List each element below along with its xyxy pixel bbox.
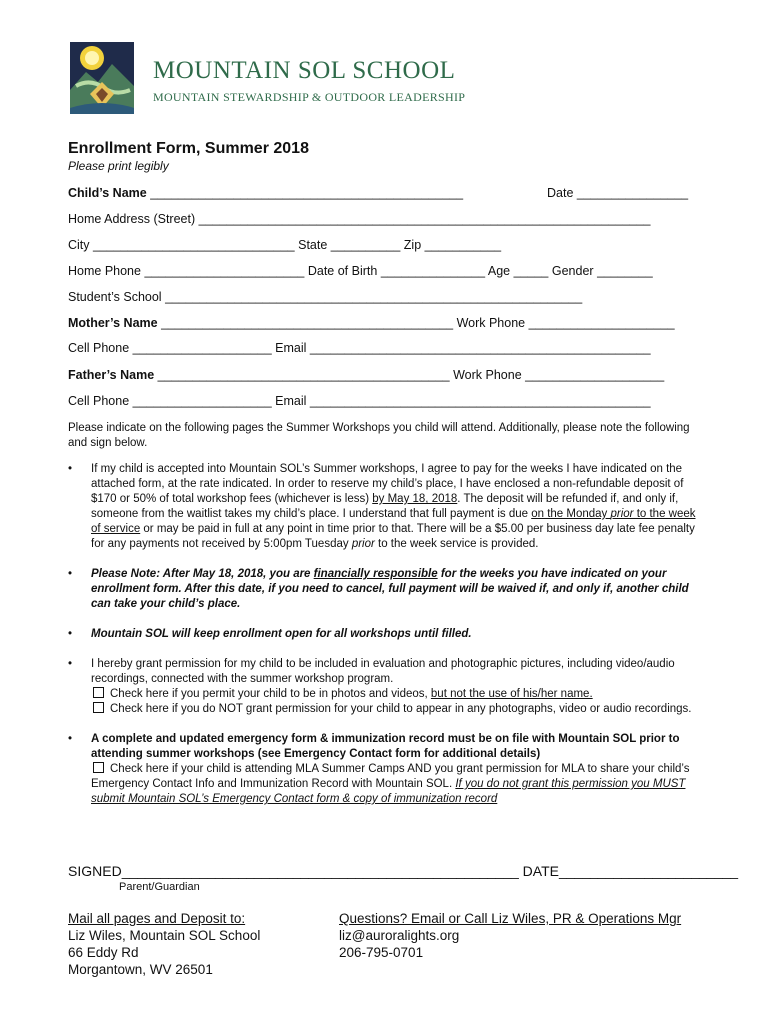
state-field[interactable]: __________ [330,238,401,252]
mla-share-note: If you do not grant this permission you MUST submit Mountain SOL’s Emergency Contact form & copy of immunization record [91,778,686,805]
bullet-icon: • [68,733,73,745]
school-row [68,290,582,304]
childs-name-field[interactable]: _____________________________________________ [150,186,464,200]
mail-line: Liz Wiles, Mountain SOL School [68,928,261,943]
term-text: to the week service is provided. [374,538,539,550]
signature-field[interactable]: ___________________________________________________ [121,863,519,879]
home-address-field[interactable]: _________________________________________________________________ [198,212,651,226]
state-label: State [298,238,328,252]
contact-phone: 206-795-0701 [339,945,424,960]
fathers-name-field[interactable]: __________________________________________ [157,368,450,382]
dob-field[interactable]: _______________ [380,264,486,278]
mountain-sol-logo-icon [70,42,134,114]
mothers-name-row [68,316,675,330]
father-email-field[interactable]: _________________________________________________ [309,394,651,408]
father-cell-row [68,394,651,408]
term-text: If my child is accepted into Mountain SOL’s Summer workshops, I agree to pay for the weeks I have indicated on the attached form, at the rate indicated. In order to reserve my child’s place, I have enclosed a non-refundable deposit of $170 or 50% of total workshop fees (whichever is less) [91,463,684,505]
mail-block [68,910,260,978]
bullet-icon: • [68,463,73,475]
terms-list [68,462,704,822]
form-subtitle: Please print legibly [68,159,169,173]
photo-deny-checkbox[interactable] [93,702,104,713]
mother-work-phone-field[interactable]: _____________________ [528,316,675,330]
gender-field[interactable]: ________ [597,264,653,278]
mother-cell-row [68,341,651,355]
home-phone-row [68,264,653,278]
fathers-name-row [68,368,664,382]
fathers-name-label: Father’s Name [68,368,155,382]
mothers-name-label: Mother’s Name [68,316,158,330]
zip-label: Zip [403,238,422,252]
brand-name: MOUNTAIN SOL SCHOOL [153,57,456,84]
parent-guardian-label: Parent/Guardian [119,881,200,893]
term-prior: prior [351,538,375,550]
questions-heading: Questions? Email or Call Liz Wiles, PR & Operations Mgr [339,911,682,926]
father-work-phone-field[interactable]: ____________________ [525,368,665,382]
home-phone-label: Home Phone [68,264,141,278]
mail-line: Morgantown, WV 26501 [68,962,213,977]
contact-email[interactable]: liz@auroralights.org [339,928,460,943]
term-due-prior: prior [610,508,634,520]
term-due: to the week of service [91,508,696,535]
form-title: Enrollment Form, Summer 2018 [68,140,309,157]
term-text: or may be paid in full at any point in time prior to that. There will be a $5.00 per business day late fee penalty for any payments not received by 5:00pm Tuesday [91,523,695,550]
sign-date-field[interactable]: _______________________ [558,863,739,879]
mother-email-field[interactable]: _________________________________________________ [309,341,651,355]
age-field[interactable]: _____ [513,264,549,278]
term-text: for the weeks you have indicated on your enrollment form. After this date, if you need to cancel, full payment will be waived if, and only if, another child can take your child’s place. [91,568,689,610]
photo-permit-checkbox[interactable] [93,687,104,698]
contact-block [339,910,681,961]
term-responsible: financially responsible [313,568,438,580]
father-email-label: Email [275,394,307,408]
term-enrollment [68,627,704,642]
home-phone-field[interactable]: _______________________ [144,264,305,278]
term-financial [68,567,704,612]
term-deadline: by May 18, 2018 [372,493,458,505]
age-label: Age [487,264,511,278]
mothers-name-field[interactable]: __________________________________________ [161,316,454,330]
bullet-icon: • [68,658,73,670]
photo-permit-label: Check here if you permit your child to be in photos and videos, [110,688,431,700]
mother-cell-label: Cell Phone [68,341,130,355]
home-address-label: Home Address (Street) [68,212,196,226]
dob-label: Date of Birth [307,264,378,278]
gender-label: Gender [551,264,594,278]
mail-heading: Mail all pages and Deposit to: [68,911,246,926]
school-field[interactable]: ____________________________________________________________ [165,290,583,304]
mother-email-label: Email [275,341,307,355]
date-label: Date [547,186,574,200]
father-work-phone-label: Work Phone [453,368,522,382]
date-row [547,186,688,200]
sign-date-label: DATE [522,863,559,879]
city-row [68,238,501,252]
term-emergency [68,732,704,807]
brand [153,57,466,104]
father-cell-field[interactable]: ____________________ [132,394,272,408]
signed-label: SIGNED [68,863,122,879]
signature-row [68,863,738,879]
intro-text: Please indicate on the following pages the Summer Workshops you child will attend. Additionally, please note the following and sign below. [68,422,690,449]
term-text: I hereby grant permission for my child to be included in evaluation and photographic pictures, including video/audio recordings, connected with the summer workshop program. [91,658,675,685]
bullet-icon: • [68,568,73,580]
term-text: . The deposit will be refunded if, and only if, someone from the waitlist takes my child’s place. I understand that full payment is due [91,493,679,520]
term-text: A complete and updated emergency form & immunization record must be on file with Mountain SOL prior to attending summer workshops (see Emergency Contact form for additional details) [91,733,680,760]
term-text: Please Note: After May 18, 2018, you are [91,568,314,580]
brand-subtitle: MOUNTAIN STEWARDSHIP & OUTDOOR LEADERSHIP [153,90,466,104]
term-due: on the Monday [531,508,611,520]
term-payment [68,462,704,552]
city-label: City [68,238,90,252]
mother-work-phone-label: Work Phone [456,316,526,330]
zip-field[interactable]: ___________ [424,238,502,252]
childs-name-label: Child’s Name [68,186,147,200]
city-field[interactable]: _____________________________ [93,238,295,252]
childs-name-row [68,186,463,200]
mail-line: 66 Eddy Rd [68,945,139,960]
mother-cell-field[interactable]: ____________________ [132,341,272,355]
term-text: Mountain SOL will keep enrollment open for all workshops until filled. [91,628,472,640]
school-label: Student’s School [68,290,162,304]
bullet-icon: • [68,628,73,640]
father-cell-label: Cell Phone [68,394,130,408]
mla-share-checkbox[interactable] [93,762,104,773]
home-address-row [68,212,651,226]
term-photo [68,657,704,717]
photo-deny-label: Check here if you do NOT grant permission for your child to appear in any photographs, video or audio recordings. [110,703,692,715]
mla-share-label: Check here if your child is attending MLA Summer Camps AND you grant permission for MLA to share your child’s Emergency Contact Info and Immunization Record with Mountain SOL. [91,763,690,790]
photo-permit-name: but not the use of his/her name. [430,688,593,700]
date-field[interactable]: ________________ [576,186,689,200]
